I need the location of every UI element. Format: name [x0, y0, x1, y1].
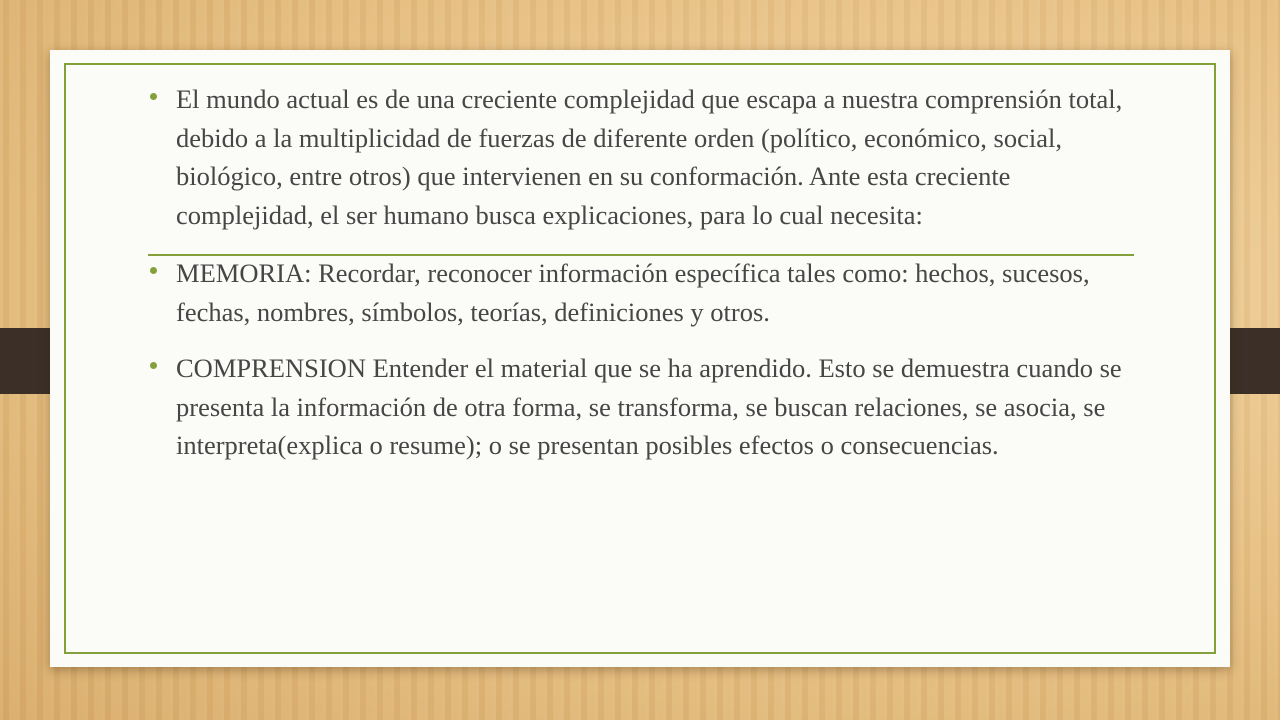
- slide-content: [150, 80, 1150, 465]
- bullet-item-comprension: [150, 349, 1150, 465]
- bullet-dot-icon: [150, 267, 157, 274]
- bullet-text: COMPRENSION Entender el material que se ha aprendido. Esto se demuestra cuando se presenta la información de otra forma, se transforma, se buscan relaciones, se asocia, se interpreta(explica o resume); o se presentan posibles efectos o consecuencias.: [176, 353, 1122, 460]
- bullet-dot-icon: [150, 362, 157, 369]
- bullet-item-intro: [150, 80, 1150, 234]
- bullet-text: El mundo actual es de una creciente complejidad que escapa a nuestra comprensión total, debido a la multiplicidad de fuerzas de diferente orden (político, económico, social, biológico, entre otros) que intervienen en su conformación. Ante esta creciente complejidad, el ser humano busca explicaciones, para lo cual necesita:: [176, 84, 1123, 230]
- bullet-item-memoria: [150, 254, 1150, 331]
- bullet-text: MEMORIA: Recordar, reconocer información específica tales como: hechos, sucesos, fechas, nombres, símbolos, teorías, definiciones y otros.: [176, 258, 1090, 327]
- bullet-dot-icon: [150, 93, 157, 100]
- slide: [50, 50, 1230, 667]
